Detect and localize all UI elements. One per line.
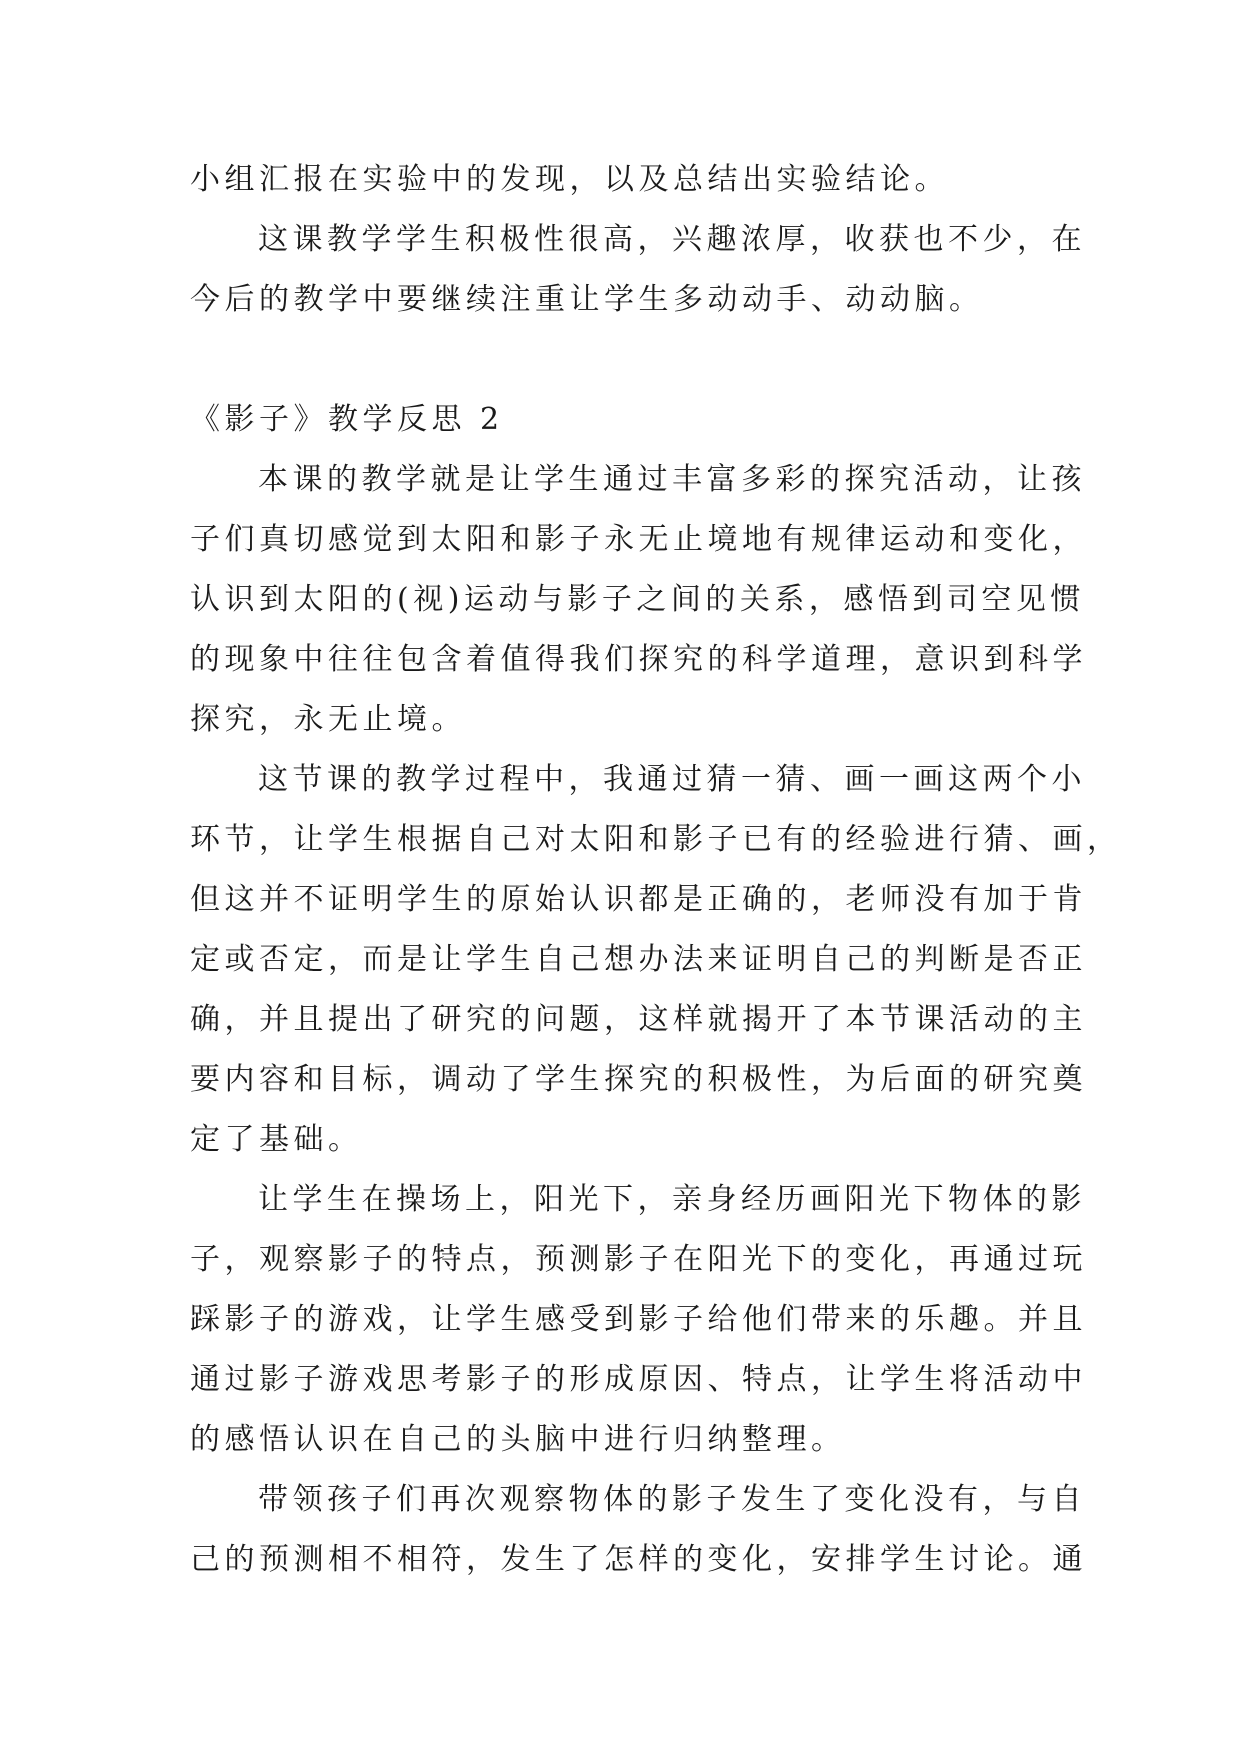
blank-line (190, 330, 1060, 390)
paragraph-line: 让学生在操场上，阳光下，亲身经历画阳光下物体的影 (258, 1182, 1086, 1217)
paragraph-line: 己的预测相不相符，发生了怎样的变化，安排学生讨论。通 (190, 1542, 1087, 1577)
paragraph-line: 但这并不证明学生的原始认识都是正确的，老师没有加于肯 (190, 882, 1087, 917)
paragraph-line: 今后的教学中要继续注重让学生多动动手、动动脑。 (190, 282, 984, 317)
paragraph-line: 认识到太阳的(视)运动与影子之间的关系，感悟到司空见惯 (190, 582, 1085, 617)
paragraph-line: 的感悟认识在自己的头脑中进行归纳整理。 (190, 1422, 846, 1457)
paragraph-line: 这节课的教学过程中，我通过猜一猜、画一画这两个小 (258, 762, 1086, 797)
paragraph-line: 本课的教学就是让学生通过丰富多彩的探究活动，让孩 (258, 462, 1086, 497)
document-body (190, 150, 1122, 1590)
paragraph-line: 确，并且提出了研究的问题，这样就揭开了本节课活动的主 (190, 1002, 1087, 1037)
paragraph-line: 的现象中往往包含着值得我们探究的科学道理，意识到科学 (190, 642, 1087, 677)
paragraph-line: 带领孩子们再次观察物体的影子发生了变化没有，与自 (258, 1482, 1086, 1517)
paragraph-line: 定了基础。 (190, 1122, 363, 1157)
paragraph-line: 子，观察影子的特点，预测影子在阳光下的变化，再通过玩 (190, 1242, 1087, 1277)
paragraph-line: 踩影子的游戏，让学生感受到影子给他们带来的乐趣。并且 (190, 1302, 1087, 1337)
paragraph-line: 小组汇报在实验中的发现，以及总结出实验结论。 (190, 162, 949, 197)
paragraph-line: 环节，让学生根据自己对太阳和影子已有的经验进行猜、画， (190, 822, 1122, 857)
paragraph-line: 探究，永无止境。 (190, 702, 466, 737)
paragraph-line: 子们真切感觉到太阳和影子永无止境地有规律运动和变化， (190, 522, 1087, 557)
paragraph-line: 这课教学学生积极性很高，兴趣浓厚，收获也不少，在 (258, 222, 1086, 257)
paragraph-line: 定或否定，而是让学生自己想办法来证明自己的判断是否正 (190, 942, 1087, 977)
paragraph-line: 要内容和目标，调动了学生探究的积极性，为后面的研究奠 (190, 1062, 1087, 1097)
section-heading: 《影子》教学反思 2 (190, 402, 504, 437)
paragraph-line: 通过影子游戏思考影子的形成原因、特点，让学生将活动中 (190, 1362, 1087, 1397)
